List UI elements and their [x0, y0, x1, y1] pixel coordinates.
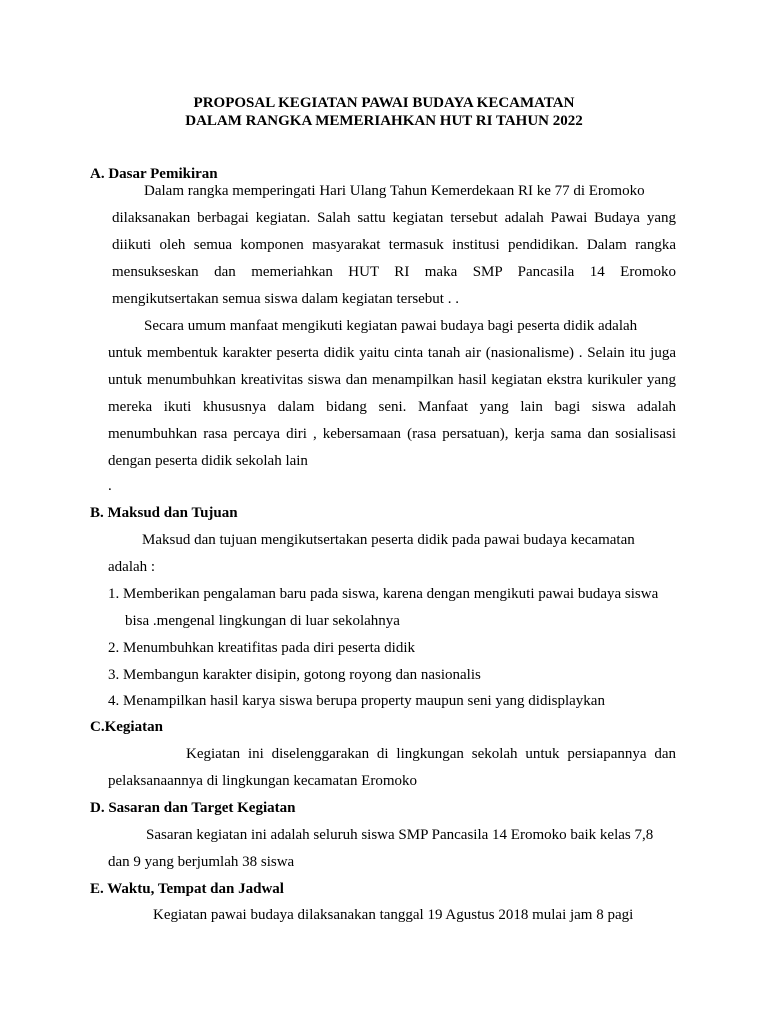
section-a-p2-line: untuk menumbuhkan kreativitas siswa dan menampilkan hasil kegiatan ekstra kurikuler yang	[108, 372, 676, 388]
section-c-heading: C.Kegiatan	[90, 719, 163, 735]
section-a-p1-line: mengikutsertakan semua siswa dalam kegiatan tersebut . .	[112, 291, 459, 307]
document-title-line-1: PROPOSAL KEGIATAN PAWAI BUDAYA KECAMATAN	[193, 95, 575, 111]
section-e-heading: E. Waktu, Tempat dan Jadwal	[90, 881, 284, 897]
section-a-heading: A. Dasar Pemikiran	[90, 166, 218, 182]
section-d-line: dan 9 yang berjumlah 38 siswa	[108, 854, 295, 870]
section-a-p1-line: mensukseskan dan memeriahkan HUT RI maka SMP Pancasila 14 Eromoko	[112, 264, 676, 280]
section-a-p2-line: mereka ikuti khususnya dalam bidang seni. Manfaat yang lain bagi siswa adalah	[108, 399, 676, 415]
section-a-p2-line: menumbuhkan rasa percaya diri , kebersamaan (rasa persatuan), kerja sama dan sosialisasi	[108, 426, 676, 442]
section-a-p2-line: untuk membentuk karakter peserta didik yaitu cinta tanah air (nasionalisme) . Selain itu juga	[108, 345, 676, 361]
section-d-heading: D. Sasaran dan Target Kegiatan	[90, 800, 296, 816]
section-e-line: Kegiatan pawai budaya dilaksanakan tanggal 19 Agustus 2018 mulai jam 8 pagi	[153, 907, 634, 923]
section-b-list-item: 2. Menumbuhkan kreatifitas pada diri peserta didik	[108, 640, 415, 656]
section-b-list-item: 4. Menampilkan hasil karya siswa berupa property maupun seni yang didisplaykan	[108, 693, 605, 709]
section-a-p1-line: diikuti oleh semua komponen masyarakat termasuk institusi pendidikan. Dalam rangka	[112, 237, 676, 253]
section-a-p1-line: Dalam rangka memperingati Hari Ulang Tahun Kemerdekaan RI ke 77 di Eromoko	[144, 183, 645, 199]
section-c-line: Kegiatan ini diselenggarakan di lingkungan sekolah untuk persiapannya dan	[186, 746, 676, 762]
section-a-p2-line: dengan peserta didik sekolah lain	[108, 453, 308, 469]
section-a-p2-line: Secara umum manfaat mengikuti kegiatan pawai budaya bagi peserta didik adalah	[144, 318, 638, 334]
section-a-p2-line: .	[108, 478, 112, 494]
section-b-list-item: bisa .mengenal lingkungan di luar sekolahnya	[125, 613, 400, 629]
section-b-list-item: 3. Membangun karakter disipin, gotong royong dan nasionalis	[108, 667, 481, 683]
section-b-intro-line: Maksud dan tujuan mengikutsertakan peserta didik pada pawai budaya kecamatan	[142, 532, 635, 548]
document-title-line-2: DALAM RANGKA MEMERIAHKAN HUT RI TAHUN 2022	[185, 113, 583, 129]
section-b-heading: B. Maksud dan Tujuan	[90, 505, 238, 521]
section-b-intro-line: adalah :	[108, 559, 156, 575]
section-d-line: Sasaran kegiatan ini adalah seluruh siswa SMP Pancasila 14 Eromoko baik kelas 7,8	[146, 827, 654, 843]
section-c-line: pelaksanaannya di lingkungan kecamatan Eromoko	[108, 773, 418, 789]
section-a-p1-line: dilaksanakan berbagai kegiatan. Salah sattu kegiatan tersebut adalah Pawai Budaya yang	[112, 210, 676, 226]
section-b-list-item: 1. Memberikan pengalaman baru pada siswa, karena dengan mengikuti pawai budaya siswa	[108, 586, 659, 602]
